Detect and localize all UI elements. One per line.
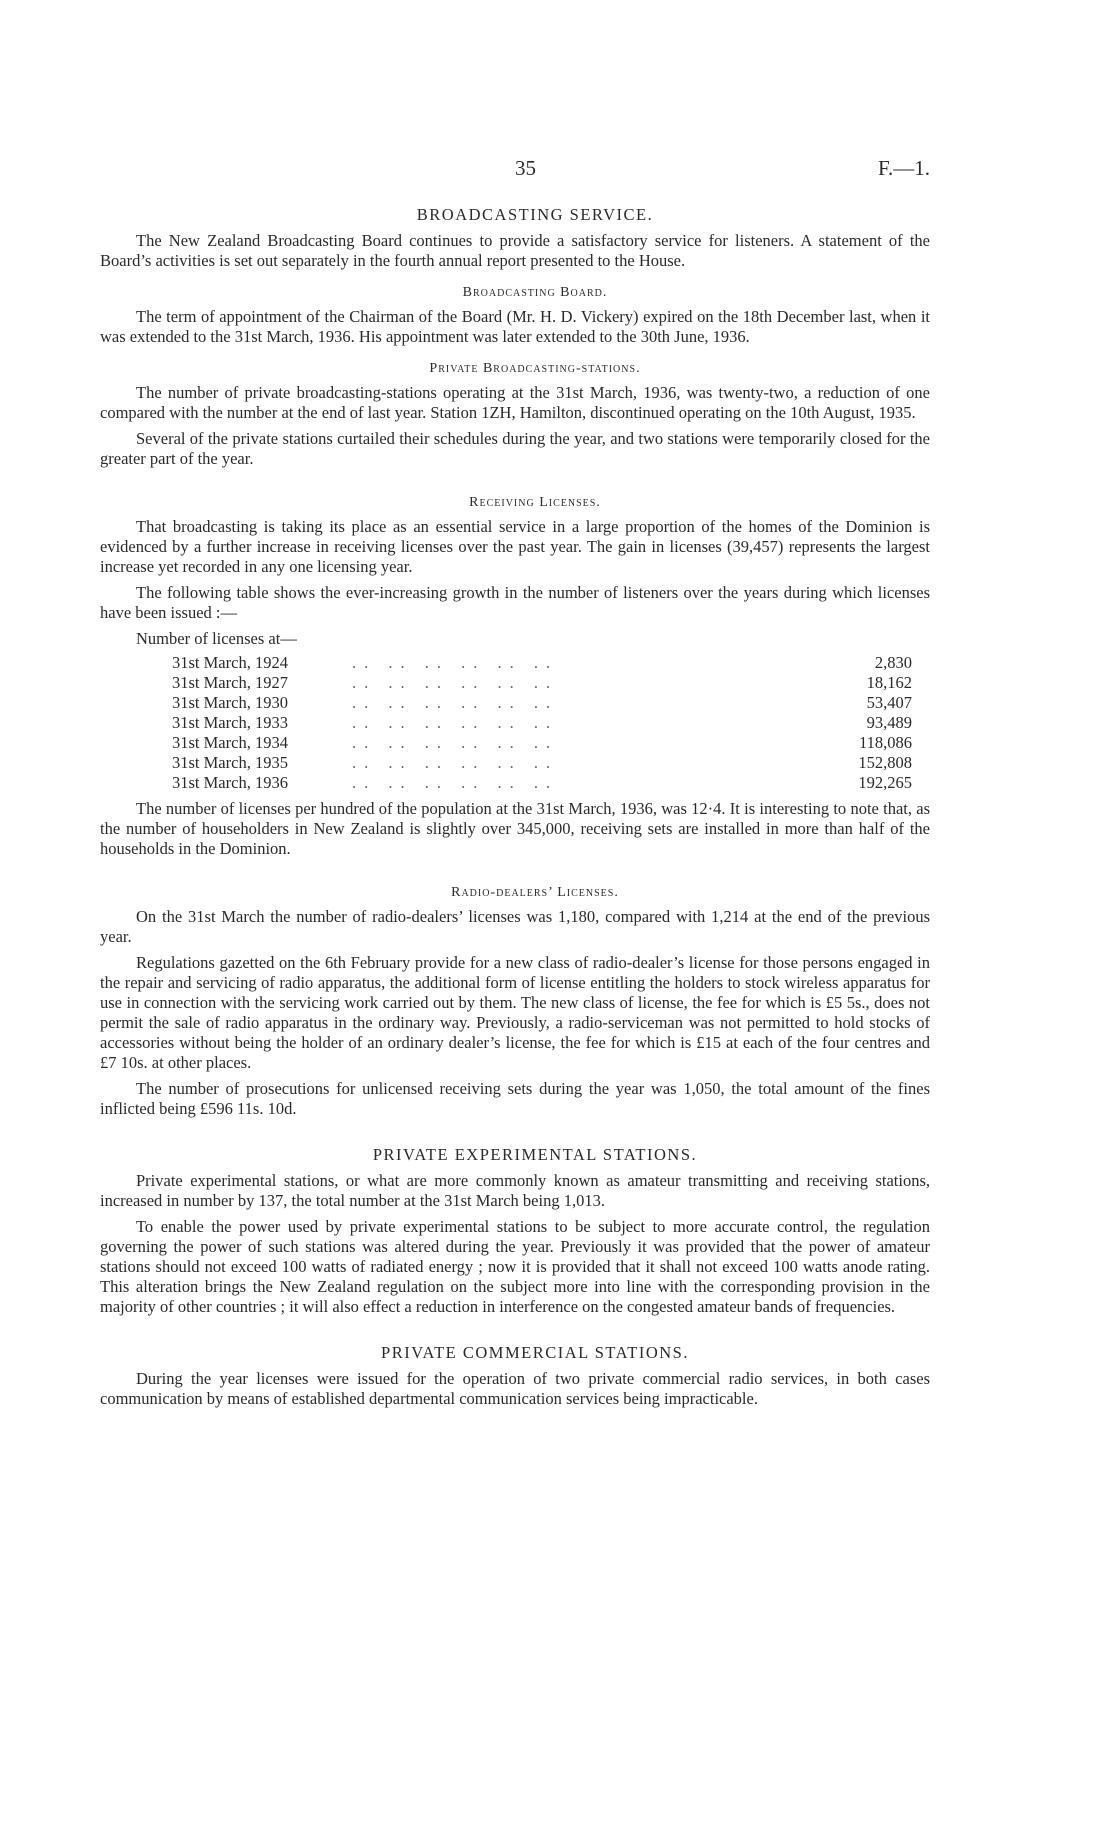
document-body	[100, 205, 930, 1409]
table-row	[172, 773, 912, 793]
row-count: 18,162	[866, 673, 912, 692]
table-row	[172, 733, 912, 753]
row-count: 53,407	[866, 693, 912, 712]
paragraph: The number of private broadcasting-stations operating at the 31st March, 1936, was twenty-two, a reduction of one compared with the number at the end of last year. Station 1ZH, Hamilton, discontinued operating on the 10th August, 1935.	[100, 383, 930, 422]
paragraph: The number of licenses per hundred of the population at the 31st March, 1936, was 12·4. It is interesting to note that, as the number of householders in New Zealand is slightly over 345,000, receiving sets are installed in more than half of the households in the Dominion.	[100, 799, 930, 858]
row-date: 31st March, 1927	[172, 673, 288, 692]
leader-dots: .. .. .. .. .. ..	[352, 693, 559, 712]
row-count: 118,086	[858, 733, 912, 752]
heading-broadcasting-service: BROADCASTING SERVICE.	[416, 205, 654, 224]
row-date: 31st March, 1936	[172, 773, 288, 792]
page-header	[100, 156, 930, 186]
table-row	[172, 653, 912, 673]
row-date: 31st March, 1924	[172, 653, 288, 672]
table-row	[172, 673, 912, 693]
row-count: 93,489	[866, 713, 912, 732]
licenses-table	[172, 653, 912, 793]
table-row	[172, 713, 912, 733]
paragraph: The number of prosecutions for unlicensed receiving sets during the year was 1,050, the total amount of the fines inflicted being £596 11s. 10d.	[100, 1079, 930, 1118]
row-date: 31st March, 1935	[172, 753, 288, 772]
leader-dots: .. .. .. .. .. ..	[352, 653, 559, 672]
leader-dots: .. .. .. .. .. ..	[352, 753, 559, 772]
leader-dots: .. .. .. .. .. ..	[352, 673, 559, 692]
paragraph: The New Zealand Broadcasting Board continues to provide a satisfactory service for listeners. A statement of the Board’s activities is set out separately in the fourth annual report presented to the House.	[100, 231, 930, 270]
row-count: 192,265	[858, 773, 912, 792]
row-date: 31st March, 1934	[172, 733, 288, 752]
leader-dots: .. .. .. .. .. ..	[352, 713, 559, 732]
heading-receiving-licenses: Receiving Licenses.	[469, 495, 601, 510]
paragraph: To enable the power used by private experimental stations to be subject to more accurate control, the regulation governing the power of such stations was altered during the year. Previously it was provided that the power of amateur stations should not exceed 100 watts of radiated energy ; now it is provided that it shall not exceed 100 watts anode rating. This alteration brings the New Zealand regulation on the subject more into line with the corresponding provision in the majority of other countries ; it will also effect a reduction in interference on the congested amateur bands of frequencies.	[100, 1217, 930, 1316]
heading-private-experimental-stations: PRIVATE EXPERIMENTAL STATIONS.	[372, 1145, 698, 1164]
paragraph: That broadcasting is taking its place as an essential service in a large proportion of the homes of the Dominion is evidenced by a further increase in receiving licenses over the past year. The gain in licenses (39,457) represents the largest increase yet recorded in any one licensing year.	[100, 517, 930, 576]
row-count: 152,808	[858, 753, 912, 772]
table-label: Number of licenses at—	[136, 629, 297, 648]
paragraph: During the year licenses were issued for the operation of two private commercial radio services, in both cases communication by means of established departmental communication services being impracticable.	[100, 1369, 930, 1408]
heading-private-broadcasting-stations: Private Broadcasting-stations.	[429, 361, 641, 376]
document-reference: F.—1.	[878, 156, 930, 180]
heading-broadcasting-board: Broadcasting Board.	[462, 285, 608, 300]
heading-radio-dealers-licenses: Radio-dealers’ Licenses.	[451, 885, 619, 900]
paragraph: The term of appointment of the Chairman of the Board (Mr. H. D. Vickery) expired on the 18th December last, when it was extended to the 31st March, 1936. His appointment was later extended to the 30th June, 1936.	[100, 307, 930, 346]
paragraph: Private experimental stations, or what are more commonly known as amateur transmitting and receiving stations, increased in number by 137, the total number at the 31st March being 1,013.	[100, 1171, 930, 1210]
heading-private-commercial-stations: PRIVATE COMMERCIAL STATIONS.	[381, 1343, 689, 1362]
table-row	[172, 693, 912, 713]
row-date: 31st March, 1933	[172, 713, 288, 732]
paragraph: Several of the private stations curtailed their schedules during the year, and two stations were temporarily closed for the greater part of the year.	[100, 429, 930, 468]
table-row	[172, 753, 912, 773]
leader-dots: .. .. .. .. .. ..	[352, 773, 559, 792]
row-count: 2,830	[874, 653, 912, 672]
row-date: 31st March, 1930	[172, 693, 288, 712]
paragraph: Regulations gazetted on the 6th February provide for a new class of radio-dealer’s license for those persons engaged in the repair and servicing of radio apparatus, the additional form of license entitling the holders to stock wireless apparatus for use in connection with the servicing work carried out by them. The new class of license, the fee for which is £5 5s., does not permit the sale of radio apparatus in the ordinary way. Previously, a radio-serviceman was not permitted to hold stocks of accessories without being the holder of an ordinary dealer’s license, the fee for which is £15 at each of the four centres and £7 10s. at other places.	[100, 953, 930, 1072]
page-number: 35	[515, 156, 536, 180]
paragraph: The following table shows the ever-increasing growth in the number of listeners over the years during which licenses have been issued :—	[100, 583, 930, 622]
paragraph: On the 31st March the number of radio-dealers’ licenses was 1,180, compared with 1,214 at the end of the previous year.	[100, 907, 930, 946]
leader-dots: .. .. .. .. .. ..	[352, 733, 559, 752]
